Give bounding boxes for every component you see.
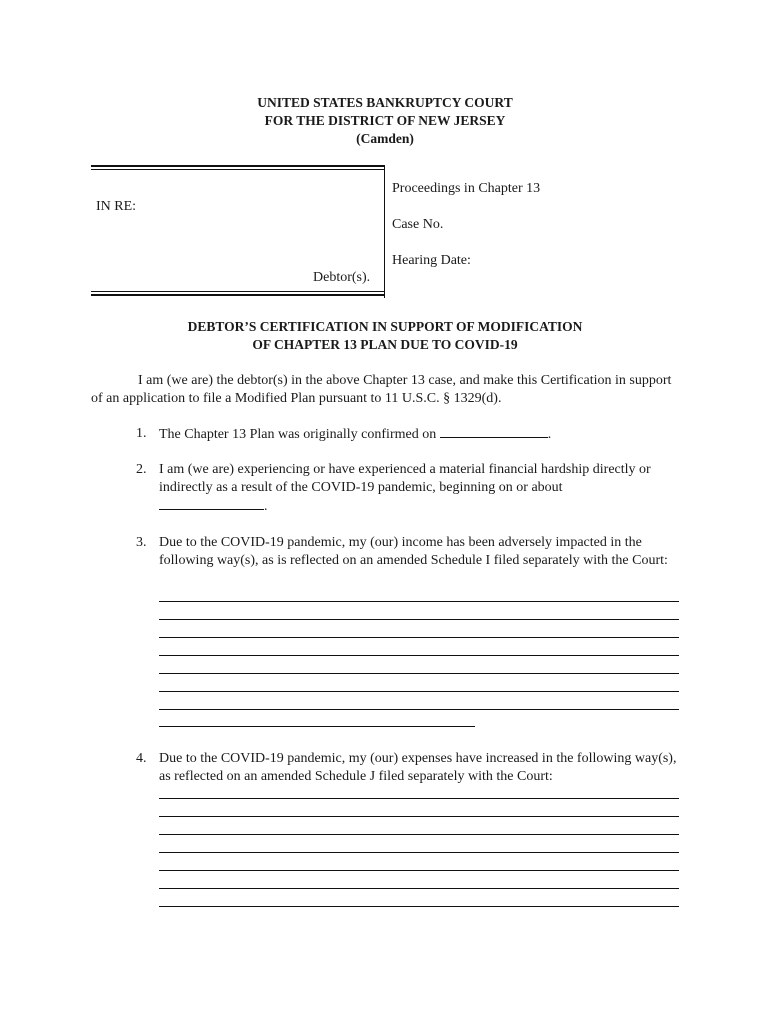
caption-divider <box>384 165 385 298</box>
answer-line[interactable] <box>159 601 679 602</box>
answer-line[interactable] <box>159 852 679 853</box>
answer-line[interactable] <box>159 888 679 889</box>
list-item <box>136 461 684 516</box>
answer-line[interactable] <box>159 870 679 871</box>
caption-top-rule-thin <box>91 169 385 170</box>
answer-line[interactable] <box>159 655 679 656</box>
item-number: 2. <box>136 462 147 477</box>
in-re-label: IN RE: <box>96 199 137 214</box>
answer-line[interactable] <box>159 798 679 799</box>
debtor-label: Debtor(s). <box>313 270 371 285</box>
answer-line[interactable] <box>159 691 679 692</box>
list-item <box>136 534 684 570</box>
court-district: FOR THE DISTRICT OF NEW JERSEY <box>264 113 506 128</box>
answer-line[interactable] <box>159 906 679 907</box>
intro-paragraph: I am (we are) the debtor(s) in the above Chapter 13 case, and make this Certification in support of an application to file a Modified Plan pursuant to 11 U.S.C. § 1329(d). <box>91 373 672 406</box>
answer-line[interactable] <box>159 619 679 620</box>
item-suffix: . <box>547 427 552 442</box>
item-text: Due to the COVID-19 pandemic, my (our) income has been adversely impacted in the following way(s), as is reflected on an amended Schedule I filed separately with the Court: <box>159 535 668 568</box>
item-number: 3. <box>136 535 147 550</box>
list-item <box>136 425 684 444</box>
answer-line[interactable] <box>159 673 679 674</box>
proceedings-label: Proceedings in Chapter 13 <box>392 181 541 196</box>
answer-line[interactable] <box>159 709 679 710</box>
hearing-date-label: Hearing Date: <box>392 253 471 268</box>
item-suffix: . <box>264 499 268 514</box>
item-number: 1. <box>136 426 147 441</box>
court-header <box>0 94 770 148</box>
list-item <box>136 750 684 786</box>
caption-bottom-rule-thin <box>91 291 385 292</box>
item-text: The Chapter 13 Plan was originally confirmed on <box>159 427 437 442</box>
title-line-1: DEBTOR’S CERTIFICATION IN SUPPORT OF MODIFICATION <box>187 319 583 334</box>
court-name: UNITED STATES BANKRUPTCY COURT <box>257 95 513 110</box>
case-no-label: Case No. <box>392 217 444 232</box>
court-vicinage: (Camden) <box>356 131 414 146</box>
answer-line[interactable] <box>159 816 679 817</box>
title-line-2: OF CHAPTER 13 PLAN DUE TO COVID-19 <box>252 337 518 352</box>
answer-line[interactable] <box>159 726 475 727</box>
item-number: 4. <box>136 751 147 766</box>
hardship-date-blank[interactable] <box>159 497 264 510</box>
caption-top-rule <box>91 165 385 167</box>
confirmation-date-blank[interactable] <box>440 425 548 438</box>
caption-bottom-rule <box>91 294 385 296</box>
document-title <box>0 318 770 354</box>
answer-line[interactable] <box>159 834 679 835</box>
answer-line[interactable] <box>159 637 679 638</box>
item-text: Due to the COVID-19 pandemic, my (our) expenses have increased in the following way(s), as reflected on an amended Schedule J filed separately with the Court: <box>159 751 677 784</box>
item-text: I am (we are) experiencing or have experienced a material financial hardship directly or indirectly as a result of the COVID-19 pandemic, beginning on or about <box>159 462 651 495</box>
